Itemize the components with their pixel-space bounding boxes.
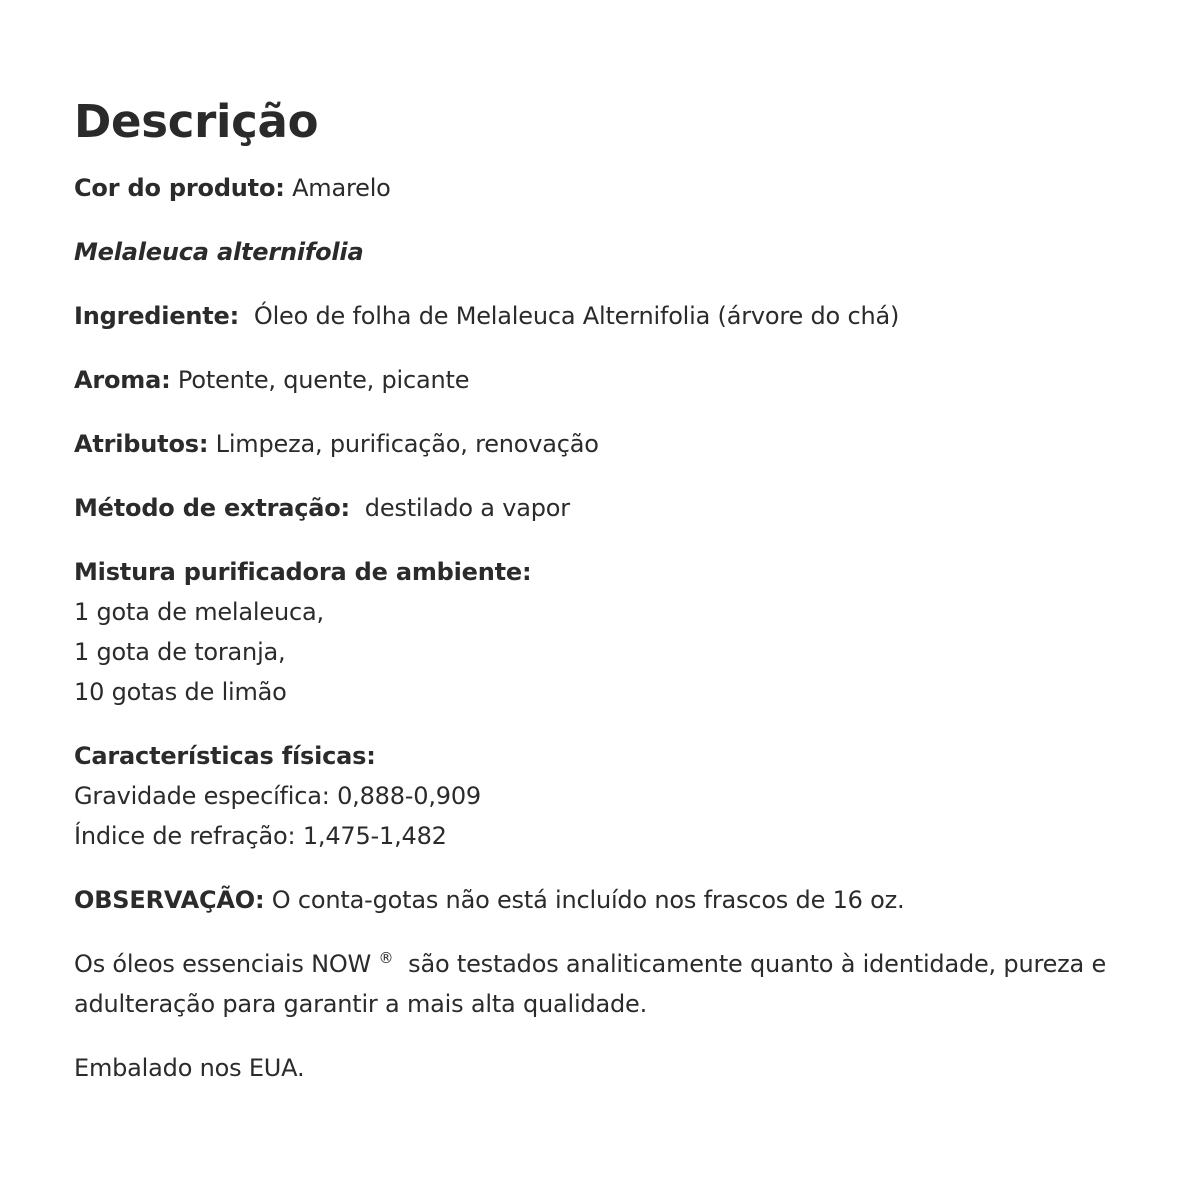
ingredient (74, 296, 1140, 336)
species-name-text: Melaleuca alternifolia (74, 238, 364, 266)
blend-recipe-line: 10 gotas de limão (74, 678, 287, 706)
extraction-method (74, 488, 1140, 528)
product-color-label: Cor do produto: (74, 174, 285, 202)
page-title: Descrição (74, 95, 319, 148)
attributes-label: Atributos: (74, 430, 209, 458)
attributes-value: Limpeza, purificação, renovação (208, 430, 599, 458)
extraction-method-label: Método de extração: (74, 494, 350, 522)
note (74, 880, 1140, 920)
physical-characteristics (74, 736, 1140, 856)
quality-statement (74, 944, 1140, 1024)
refractive-index: Índice de refração: 1,475-1,482 (74, 822, 447, 850)
quality-statement-end: são testados analiticamente quanto à identidade, pureza e adulteração para garantir a mais alta qualidade. (74, 950, 1114, 1018)
attributes (74, 424, 1140, 464)
blend-recipe (74, 552, 1140, 712)
specific-gravity: Gravidade específica: 0,888-0,909 (74, 782, 481, 810)
physical-characteristics-label: Características físicas: (74, 742, 376, 770)
species-name (74, 232, 1140, 272)
blend-recipe-line: 1 gota de melaleuca, (74, 598, 324, 626)
blend-recipe-label: Mistura purificadora de ambiente: (74, 558, 532, 586)
aroma (74, 360, 1140, 400)
extraction-method-value: destilado a vapor (349, 494, 570, 522)
aroma-value: Potente, quente, picante (170, 366, 470, 394)
aroma-label: Aroma: (74, 366, 171, 394)
ingredient-value: Óleo de folha de Melaleuca Alternifolia (árvore do chá) (239, 302, 900, 330)
note-value: O conta-gotas não está incluído nos frascos de 16 oz. (264, 886, 905, 914)
quality-statement-start: Os óleos essenciais NOW (74, 950, 379, 978)
note-label: OBSERVAÇÃO: (74, 886, 265, 914)
ingredient-label: Ingrediente: (74, 302, 240, 330)
blend-recipe-line: 1 gota de toranja, (74, 638, 286, 666)
product-color (74, 168, 1140, 208)
packaging-origin: Embalado nos EUA. (74, 1054, 305, 1082)
registered-mark: ® (378, 949, 394, 967)
product-color-value: Amarelo (284, 174, 391, 202)
